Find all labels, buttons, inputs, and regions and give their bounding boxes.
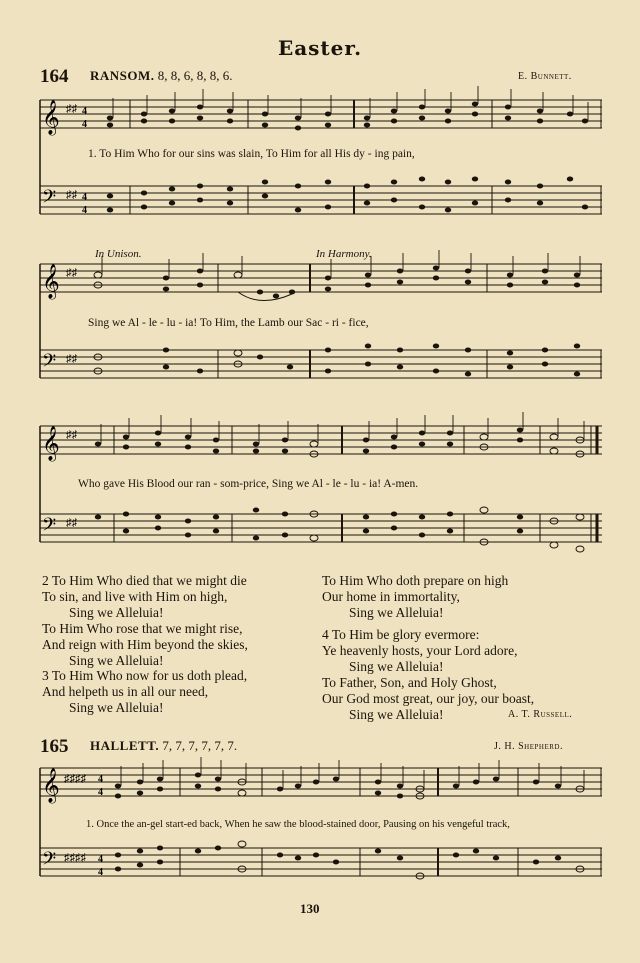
direction-harmony: In Harmony. bbox=[316, 248, 372, 260]
tune-line bbox=[90, 68, 233, 84]
svg-text:4: 4 bbox=[82, 106, 87, 117]
meter: 7, 7, 7, 7, 7, 7. bbox=[162, 738, 238, 753]
svg-text:4: 4 bbox=[98, 774, 103, 785]
tune-name: RANSOM. bbox=[90, 68, 155, 83]
composer: J. H. Shepherd. bbox=[494, 741, 563, 752]
tune-line bbox=[90, 738, 237, 754]
svg-text:𝄞: 𝄞 bbox=[42, 264, 60, 299]
svg-text:♯♯: ♯♯ bbox=[66, 189, 77, 201]
verse-2: 2 To Him Who died that we might die To sin, and live with Him on high, Sing we Alleluia! To Him Who rose that we might rise, And reign with Him beyond the skies, Sing we Alleluia! bbox=[42, 573, 248, 668]
composer: E. Bunnett. bbox=[518, 71, 572, 82]
section-title: Easter. bbox=[277, 36, 363, 60]
svg-text:4: 4 bbox=[82, 205, 87, 216]
tune-name: HALLETT. bbox=[90, 738, 160, 753]
author-attribution: A. T. Russell. bbox=[508, 709, 573, 720]
hymn-number: 165 bbox=[40, 736, 69, 757]
svg-text:♯♯: ♯♯ bbox=[66, 517, 77, 529]
svg-text:4: 4 bbox=[98, 854, 103, 865]
svg-text:4: 4 bbox=[82, 192, 87, 203]
verse-4: 4 To Him be glory evermore: Ye heavenly hosts, your Lord adore, Sing we Alleluia! To Father, Son, and Holy Ghost, Our God most great, our joy, our boast, Sing we Alleluia! bbox=[322, 627, 535, 722]
direction-unison: In Unison. bbox=[95, 248, 142, 260]
verse-3-continued: To Him Who doth prepare on high Our home in immortality, Sing we Alleluia! bbox=[322, 573, 509, 620]
lyrics-line: 1. Once the an-gel start-ed back, When he saw the blood-stained door, Pausing on his vengeful track, bbox=[86, 819, 510, 830]
svg-text:♯♯: ♯♯ bbox=[66, 429, 77, 441]
svg-text:♯♯: ♯♯ bbox=[66, 267, 77, 279]
music-system-3 bbox=[40, 420, 605, 560]
svg-text:𝄢: 𝄢 bbox=[42, 849, 57, 874]
svg-text:𝄞: 𝄞 bbox=[42, 100, 60, 135]
verse-3: 3 To Him Who now for us doth plead, And helpeth us in all our need, Sing we Alleluia! bbox=[42, 668, 248, 715]
lyrics-line: Who gave His Blood our ran - som-price, Sing we Al - le - lu - ia! A-men. bbox=[78, 478, 419, 490]
svg-text:♯♯♯♯: ♯♯♯♯ bbox=[64, 773, 86, 785]
meter: 8, 8, 6, 8, 8, 6. bbox=[157, 68, 233, 83]
svg-text:4: 4 bbox=[82, 119, 87, 130]
hymn-number: 164 bbox=[40, 66, 69, 87]
svg-text:♯♯: ♯♯ bbox=[66, 353, 77, 365]
svg-text:♯♯: ♯♯ bbox=[66, 103, 77, 115]
page-number: 130 bbox=[300, 901, 320, 916]
lyrics-line: 1. To Him Who for our sins was slain, To Him for all His dy - ing pain, bbox=[88, 148, 415, 160]
svg-text:𝄞: 𝄞 bbox=[42, 768, 60, 803]
svg-text:𝄞: 𝄞 bbox=[42, 426, 60, 461]
svg-text:4: 4 bbox=[98, 787, 103, 798]
svg-text:♯♯♯♯: ♯♯♯♯ bbox=[64, 852, 86, 864]
svg-text:4: 4 bbox=[98, 867, 103, 878]
svg-text:𝄢: 𝄢 bbox=[42, 351, 57, 376]
lyrics-line: Sing we Al - le - lu - ia! To Him, the Lamb our Sac - ri - fice, bbox=[88, 317, 369, 329]
svg-text:𝄢: 𝄢 bbox=[42, 515, 57, 540]
svg-text:𝄢: 𝄢 bbox=[42, 187, 57, 212]
